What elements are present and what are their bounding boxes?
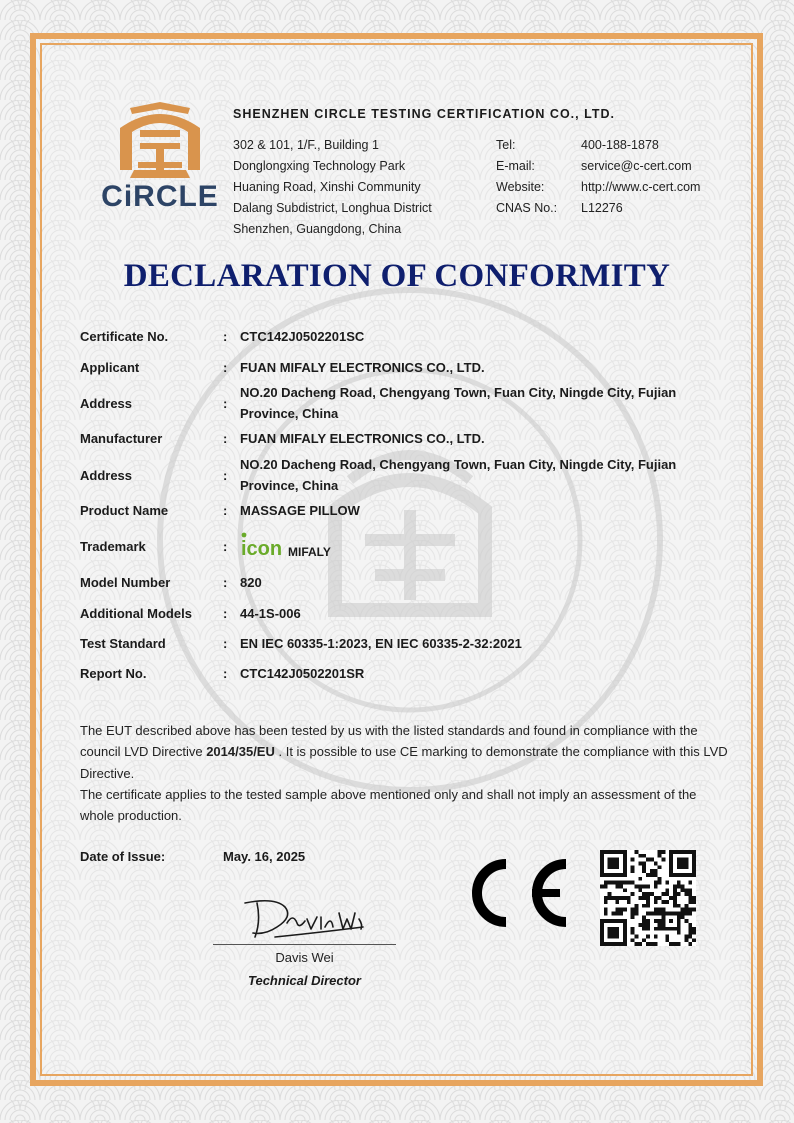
field-manufacturer bbox=[80, 428, 720, 449]
field-colon: : bbox=[223, 606, 228, 621]
contact-row-cnas bbox=[496, 198, 700, 219]
field-label: Trademark bbox=[80, 538, 146, 554]
field-manufacturer-address bbox=[80, 454, 720, 496]
date-of-issue-label: Date of Issue: bbox=[80, 849, 166, 864]
field-colon: : bbox=[223, 431, 228, 446]
field-applicant bbox=[80, 357, 720, 378]
field-colon: : bbox=[223, 538, 228, 554]
trademark-text: MIFALY bbox=[288, 545, 331, 559]
compliance-statement bbox=[80, 720, 730, 826]
field-colon: : bbox=[223, 666, 228, 681]
field-additional-models bbox=[80, 603, 720, 624]
contact-label: Tel: bbox=[496, 138, 516, 152]
field-value: CTC142J0502201SC bbox=[240, 329, 365, 344]
trademark-mark bbox=[240, 531, 720, 561]
field-model-number bbox=[80, 572, 720, 593]
statement-text: . It is possible to use CE marking to demonstrate the compliance with this LVD Directive. bbox=[80, 744, 728, 781]
field-value: MASSAGE PILLOW bbox=[240, 503, 360, 518]
field-label: Manufacturer bbox=[80, 431, 163, 446]
field-label: Report No. bbox=[80, 666, 147, 681]
contact-value: http://www.c-cert.com bbox=[581, 180, 701, 194]
contact-row-email bbox=[496, 156, 700, 177]
directive-number: 2014/35/EU bbox=[206, 744, 275, 760]
contact-label: E-mail: bbox=[496, 159, 535, 173]
field-label: Test Standard bbox=[80, 636, 166, 651]
field-applicant-address bbox=[80, 382, 720, 424]
contact-value: 400-188-1878 bbox=[581, 138, 659, 152]
field-colon: : bbox=[223, 636, 228, 651]
field-value: NO.20 Dacheng Road, Chengyang Town, Fuan City, Ningde City, Fujian Province, China bbox=[240, 457, 677, 493]
field-colon: : bbox=[223, 329, 228, 344]
field-value: CTC142J0502201SR bbox=[240, 666, 365, 681]
field-value: FUAN MIFALY ELECTRONICS CO., LTD. bbox=[240, 360, 485, 375]
field-colon: : bbox=[223, 467, 228, 483]
company-contacts bbox=[496, 135, 700, 219]
document-title: DECLARATION OF CONFORMITY bbox=[123, 258, 671, 294]
trademark-logo-text: icon bbox=[241, 538, 283, 560]
field-colon: : bbox=[223, 575, 228, 590]
qr-code-icon bbox=[600, 850, 696, 946]
field-colon: : bbox=[223, 395, 228, 411]
field-label: Address bbox=[80, 395, 133, 411]
field-value: NO.20 Dacheng Road, Chengyang Town, Fuan City, Ningde City, Fujian Province, China bbox=[240, 385, 677, 421]
field-certificate-no bbox=[80, 326, 720, 347]
field-value: 820 bbox=[240, 575, 262, 590]
signer-name: Davis Wei bbox=[275, 950, 334, 965]
field-report-no bbox=[80, 663, 720, 684]
statement-text: The EUT described above has been tested by us with the listed standards and found in compliance with the council LVD Directive bbox=[80, 723, 698, 760]
contact-row-website bbox=[496, 177, 700, 198]
field-value: FUAN MIFALY ELECTRONICS CO., LTD. bbox=[240, 431, 485, 446]
field-trademark bbox=[80, 529, 720, 563]
contact-row-tel bbox=[496, 135, 700, 156]
statement-paragraph: The certificate applies to the tested sample above mentioned only and shall not imply an assessment of the whole production. bbox=[80, 786, 697, 824]
field-label: Additional Models bbox=[80, 606, 192, 621]
address-line: Donglongxing Technology Park bbox=[233, 159, 406, 173]
field-product-name bbox=[80, 500, 720, 521]
contact-label: CNAS No.: bbox=[496, 201, 558, 215]
signer-title: Technical Director bbox=[248, 973, 361, 988]
address-line: Dalang Subdistrict, Longhua District bbox=[233, 201, 432, 215]
field-label: Applicant bbox=[80, 360, 140, 375]
field-label: Certificate No. bbox=[80, 329, 169, 344]
signature-line bbox=[213, 944, 396, 945]
field-value: 44-1S-006 bbox=[240, 606, 301, 621]
field-colon: : bbox=[223, 360, 228, 375]
company-address bbox=[233, 135, 432, 240]
company-logo-wordmark: CiRCLE bbox=[101, 180, 219, 213]
address-line: Huaning Road, Xinshi Community bbox=[233, 180, 421, 194]
date-of-issue-value: May. 16, 2025 bbox=[223, 849, 306, 864]
statement-paragraph bbox=[80, 720, 730, 784]
ce-mark-icon bbox=[462, 858, 572, 928]
field-label: Address bbox=[80, 467, 133, 483]
field-test-standard bbox=[80, 633, 720, 654]
contact-value: L12276 bbox=[581, 201, 623, 215]
contact-label: Website: bbox=[496, 180, 545, 194]
field-colon: : bbox=[223, 503, 228, 518]
signature-image bbox=[235, 893, 375, 943]
contact-value: service@c-cert.com bbox=[581, 159, 692, 173]
field-label: Product Name bbox=[80, 503, 169, 518]
address-line: Shenzhen, Guangdong, China bbox=[233, 222, 402, 236]
field-value: EN IEC 60335-1:2023, EN IEC 60335-2-32:2021 bbox=[240, 636, 522, 651]
trademark-logo-icon bbox=[240, 531, 292, 561]
address-line: 302 & 101, 1/F., Building 1 bbox=[233, 138, 379, 152]
field-label: Model Number bbox=[80, 575, 171, 590]
company-name: SHENZHEN CIRCLE TESTING CERTIFICATION CO., LTD. bbox=[233, 107, 615, 121]
